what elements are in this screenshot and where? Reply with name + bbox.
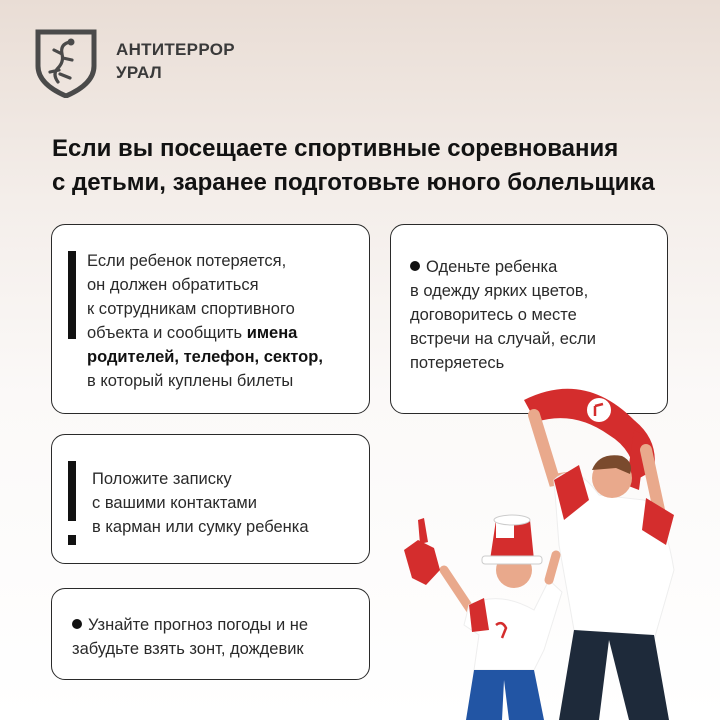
tip-card-weather (51, 588, 370, 680)
tip-line (87, 321, 323, 345)
tip-text (92, 467, 309, 539)
tip-text (87, 249, 323, 393)
tip-highlight: имена (246, 324, 298, 342)
exclamation-icon (68, 461, 76, 521)
tip-line: к сотрудникам спортивного (87, 300, 295, 318)
tip-line: встречи на случай, если (410, 330, 597, 348)
bullet-dot-icon (410, 261, 420, 271)
tip-card-contact-note (51, 434, 370, 564)
tip-line: договоритесь о месте (410, 306, 577, 324)
brand-line-1: АНТИТЕРРОР (116, 40, 235, 59)
brand-line-2: УРАЛ (116, 63, 163, 82)
tip-line: он должен обратиться (87, 276, 259, 294)
tip-line: забудьте взять зонт, дождевик (72, 640, 304, 658)
bullet-dot-icon (72, 619, 82, 629)
tip-line-prefix: объекта и сообщить (87, 324, 247, 342)
tip-line (87, 345, 323, 369)
tip-text (410, 255, 596, 375)
page-title (52, 132, 692, 200)
tip-highlight: родителей, телефон, сектор, (87, 348, 323, 366)
exclamation-icon (68, 251, 76, 333)
foam-hand-icon (404, 540, 440, 585)
title-line-2: с детьми, заранее подготовьте юного болельщика (52, 169, 655, 196)
tip-line: Узнайте прогноз погоды и не (88, 616, 309, 634)
tip-line: Если ребенок потеряется, (87, 252, 287, 270)
tip-line: в карман или сумку ребенка (92, 518, 309, 536)
tip-line: в который куплены билеты (87, 372, 294, 390)
tip-line: потеряетесь (410, 354, 505, 372)
tip-line: в одежду ярких цветов, (410, 282, 589, 300)
sports-fans-illustration (384, 370, 720, 720)
brand-name (116, 38, 235, 84)
exclamation-dot (68, 329, 76, 339)
title-line-1: Если вы посещаете спортивные соревнования (52, 135, 619, 162)
exclamation-dot (68, 535, 76, 545)
tip-line: Оденьте ребенка (426, 258, 558, 276)
shield-lizard-icon (30, 26, 102, 98)
tip-text (72, 613, 308, 661)
tip-line: с вашими контактами (92, 494, 257, 512)
tip-card-lost-child (51, 224, 370, 414)
tip-line: Положите записку (92, 470, 232, 488)
